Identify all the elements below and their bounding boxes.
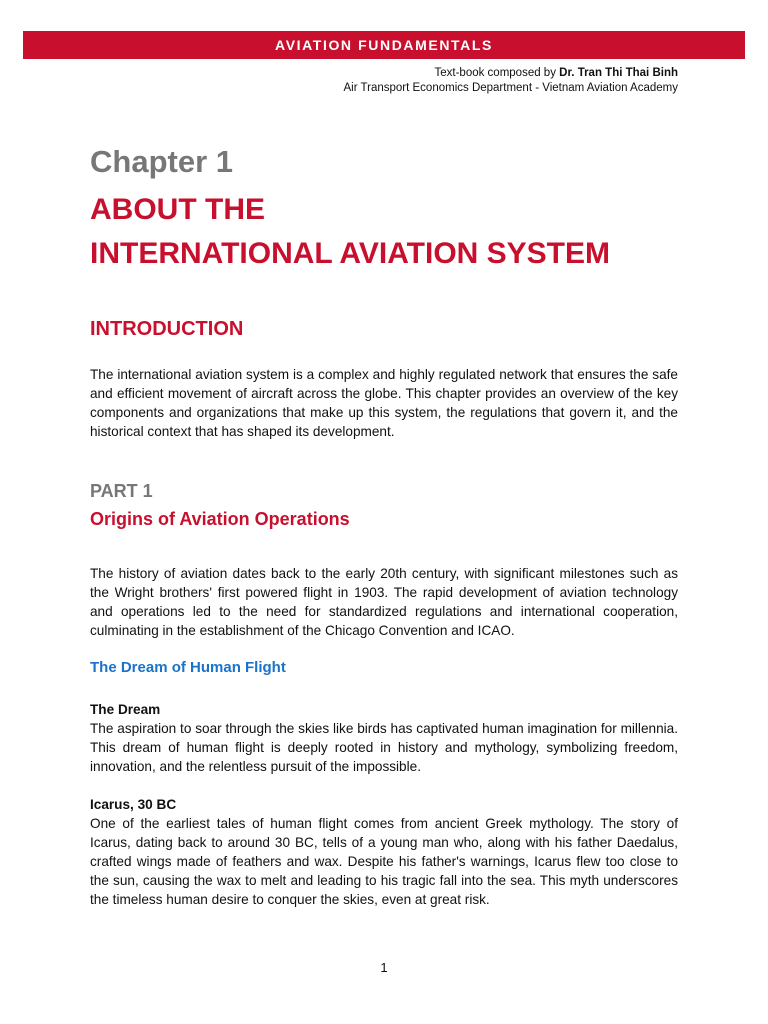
- part-paragraph: The history of aviation dates back to the early 20th century, with significant milestones such as the Wright brothers' first powered flight in 1903. The rapid development of aviation technology and operations led to the need for standardized regulations and international cooperation, culminating in the establishment of the Chicago Convention and ICAO.: [90, 566, 678, 638]
- icarus-block: [90, 795, 678, 909]
- credit-prefix: Text-book composed by: [434, 67, 560, 79]
- header-banner: [23, 31, 745, 59]
- credit-author: Dr. Tran Thi Thai Binh: [559, 67, 678, 79]
- banner-title: AVIATION FUNDAMENTALS: [275, 37, 493, 53]
- page-number: 1: [380, 960, 388, 975]
- chapter-title-line-2: INTERNATIONAL AVIATION SYSTEM: [90, 237, 611, 270]
- section-title: The Dream of Human Flight: [90, 659, 286, 676]
- icarus-paragraph: One of the earliest tales of human flight comes from ancient Greek mythology. The story of Icarus, dating back to around 30 BC, tells of a young man who, along with his father Daedalus, crafted wings made of feathers and wax. Despite his father's warnings, Icarus flew too close to the sun, causing the wax to melt and leading to his tragic fall into the sea. This myth underscores the timeless human desire to conquer the skies, even at great risk.: [90, 816, 678, 907]
- intro-heading: INTRODUCTION: [90, 318, 244, 340]
- chapter-title-line-1: ABOUT THE: [90, 193, 265, 226]
- author-credit: [343, 66, 678, 96]
- part-label: PART 1: [90, 481, 153, 501]
- part-title: Origins of Aviation Operations: [90, 509, 350, 529]
- dream-heading: The Dream: [90, 702, 161, 717]
- intro-paragraph: The international aviation system is a complex and highly regulated network that ensures the safe and efficient movement of aircraft across the globe. This chapter provides an overview of the key components and organizations that make up this system, the regulations that govern it, and the historical context that has shaped its development.: [90, 367, 678, 439]
- dream-paragraph: The aspiration to soar through the skies like birds has captivated human imagination for millennia. This dream of human flight is deeply rooted in history and mythology, symbolizing freedom, innovation, and the relentless pursuit of the impossible.: [90, 721, 678, 774]
- credit-line-1: [343, 66, 678, 81]
- chapter-label: Chapter 1: [90, 144, 233, 179]
- credit-line-2: Air Transport Economics Department - Vietnam Aviation Academy: [343, 82, 678, 94]
- chapter-title: [90, 188, 610, 276]
- icarus-heading: Icarus, 30 BC: [90, 797, 177, 812]
- dream-block: [90, 700, 678, 776]
